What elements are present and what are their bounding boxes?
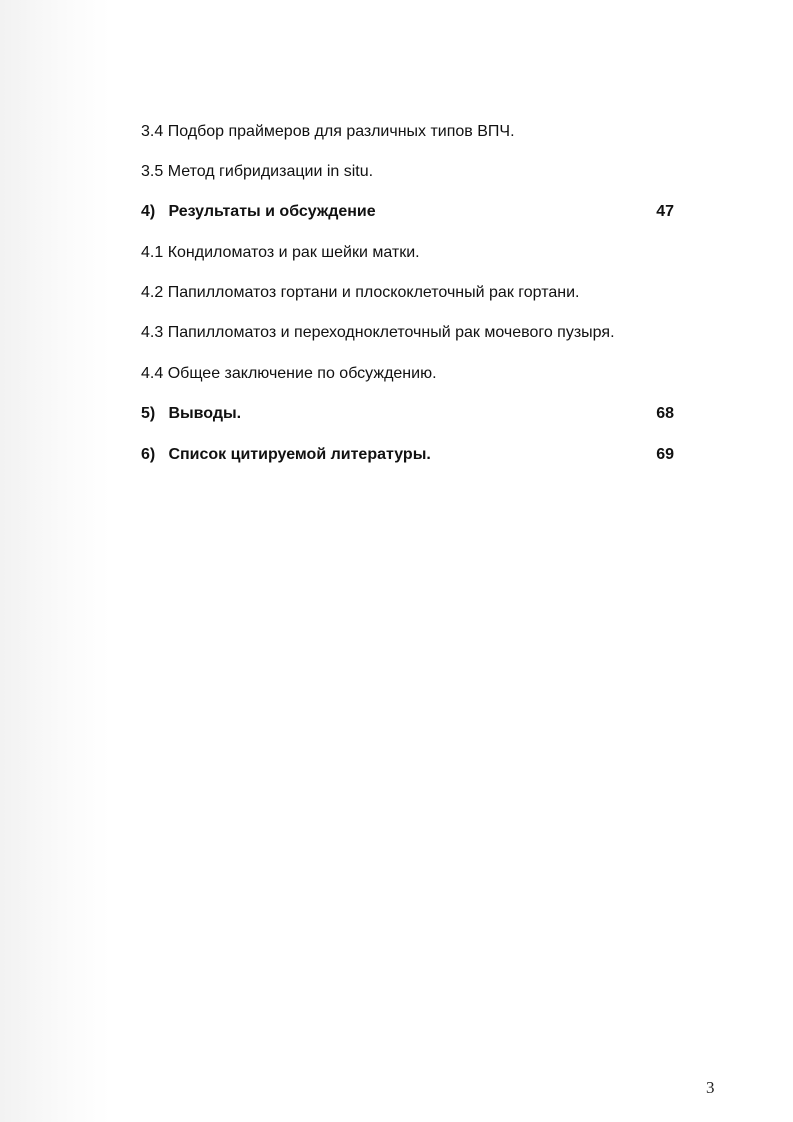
toc-entry-3-4 bbox=[141, 121, 674, 143]
toc-entry-label bbox=[141, 282, 579, 304]
toc-entry-title: Метод гибридизации in situ. bbox=[167, 163, 374, 180]
toc-entry-title: Кондиломатоз и рак шейки матки. bbox=[167, 244, 420, 261]
toc-entry-4-4 bbox=[141, 363, 674, 385]
toc-section-number: 6) bbox=[141, 446, 156, 463]
toc-section-label bbox=[141, 403, 241, 425]
page-number: 3 bbox=[706, 1078, 715, 1097]
toc-entry-3-5 bbox=[141, 161, 674, 183]
toc-entry-label bbox=[141, 121, 515, 143]
toc-entry-title: Папилломатоз и переходноклеточный рак мочевого пузыря. bbox=[167, 324, 615, 341]
toc-page-number: 69 bbox=[656, 446, 674, 463]
toc-entry-label bbox=[141, 161, 373, 183]
toc-section-label bbox=[141, 444, 431, 466]
toc-section-title: Выводы. bbox=[168, 405, 242, 422]
toc-section-number: 5) bbox=[141, 405, 156, 422]
toc-section-title: Список цитируемой литературы. bbox=[168, 446, 431, 463]
toc-entry-title: Общее заключение по обсуждению. bbox=[167, 365, 437, 382]
toc-entry-label bbox=[141, 242, 420, 264]
toc-entry-4-3 bbox=[141, 322, 674, 344]
toc-entry-title: Папилломатоз гортани и плоскоклеточный рак гортани. bbox=[167, 284, 580, 301]
toc-section-number: 4) bbox=[141, 203, 156, 220]
toc-entry-label bbox=[141, 363, 437, 385]
toc-entry-title: Подбор праймеров для различных типов ВПЧ. bbox=[167, 123, 515, 140]
toc-page-number: 68 bbox=[656, 405, 674, 422]
toc-section-title: Результаты и обсуждение bbox=[168, 203, 376, 220]
toc-section-label bbox=[141, 201, 376, 223]
toc-section-4 bbox=[141, 201, 674, 223]
toc-section-6 bbox=[141, 444, 674, 466]
toc-entry-4-1 bbox=[141, 242, 674, 264]
toc-entry-number: 4.1 bbox=[141, 244, 164, 261]
toc-entry-label bbox=[141, 322, 615, 344]
toc-entry-number: 4.3 bbox=[141, 324, 164, 341]
toc-section-5 bbox=[141, 403, 674, 425]
toc-entry-number: 3.4 bbox=[141, 123, 164, 140]
toc-entry-number: 4.4 bbox=[141, 365, 164, 382]
toc-entry-4-2 bbox=[141, 282, 674, 304]
toc-entry-number: 4.2 bbox=[141, 284, 164, 301]
toc-entry-number: 3.5 bbox=[141, 163, 164, 180]
toc-page-number: 47 bbox=[656, 203, 674, 220]
